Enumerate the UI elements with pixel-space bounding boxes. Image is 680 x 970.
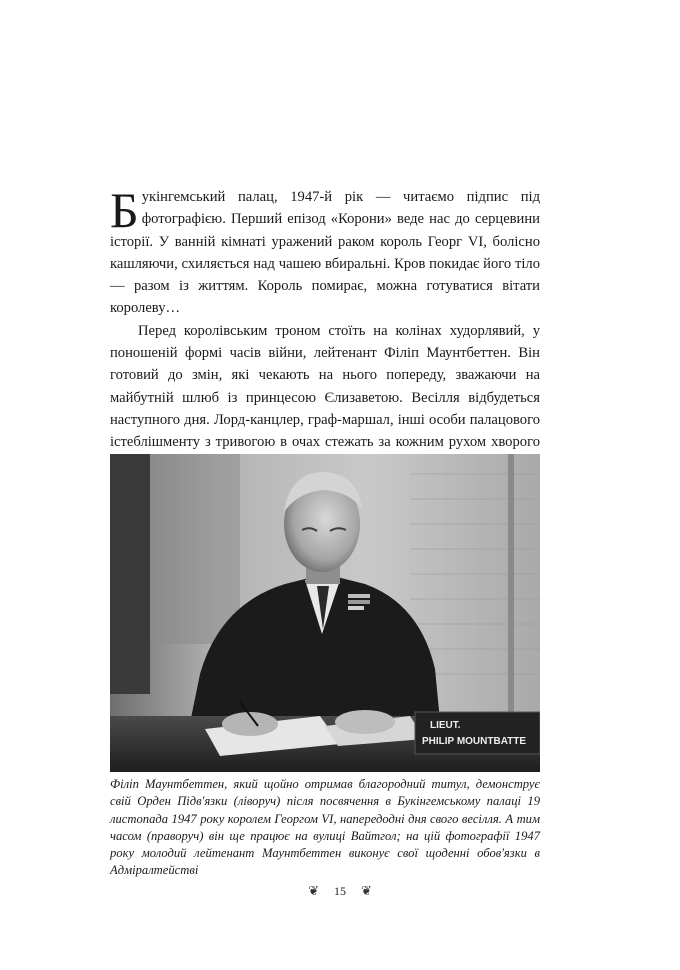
- paragraph-2: Перед королівським троном стоїть на колінах худорлявий, у поношеній формі часів війни, лейтенант Філіп Маунтбеттен. Він готовий до змін, які чекають на нього попереду, зважаючи на майбутній шлюб із принцесою Єлизаветою. Весілля відбудеться наступного дня. Лорд-канцлер, граф-маршал, інші особи палацового істеблішменту з тривогою в очах стежать за кожним рухом хворого: [110, 322, 540, 451]
- nameplate-line2: PHILIP MOUNTBATTE: [422, 736, 527, 747]
- body-text: [110, 182, 540, 476]
- curtain: [110, 454, 150, 694]
- caption-text: Філіп Маунтбеттен, який щойно отримав благородний титул, демонструє свій Орден Підв'язки (ліворуч) після посвячення в Букінгемському палаці 19 листопада 1947 року королем Георгом VI, напередодні дня свого весілля. А тим часом (праворуч) він ще працює на вулиці Вайтгол; на цій фотографії 1947 року молодий лейтенант Маунтбеттен виконує свої щоденні обов'язки в Адміралтействі: [110, 777, 540, 878]
- page-number: 15: [334, 883, 346, 898]
- floral-ornament-icon: ❦: [308, 883, 319, 899]
- photo-caption: [110, 776, 540, 880]
- nameplate: [415, 712, 540, 754]
- floral-ornament-icon: ❦: [361, 883, 372, 899]
- photo-illustration: [110, 454, 540, 772]
- paragraph-1: [110, 182, 540, 320]
- nameplate-line1: LIEUT.: [430, 720, 461, 731]
- wall-pipe: [508, 454, 514, 714]
- right-hand: [335, 710, 395, 734]
- window-light: [150, 454, 240, 644]
- page-footer: [0, 883, 680, 899]
- drop-cap: Б: [110, 182, 139, 238]
- paragraph-1-text: укінгемський палац, 1947-й рік — читаємо підпис під фотографією. Перший епізод «Корони» веде нас до серцевини історії. У ванній кімнаті уражений раком король Георг VI, болісно кашляючи, схиляється над чашею вбиральні. Кров покидає його тіло — разом із життям. Король помирає, можна готуватися вітати королеву…: [110, 189, 540, 317]
- photograph: [110, 454, 540, 772]
